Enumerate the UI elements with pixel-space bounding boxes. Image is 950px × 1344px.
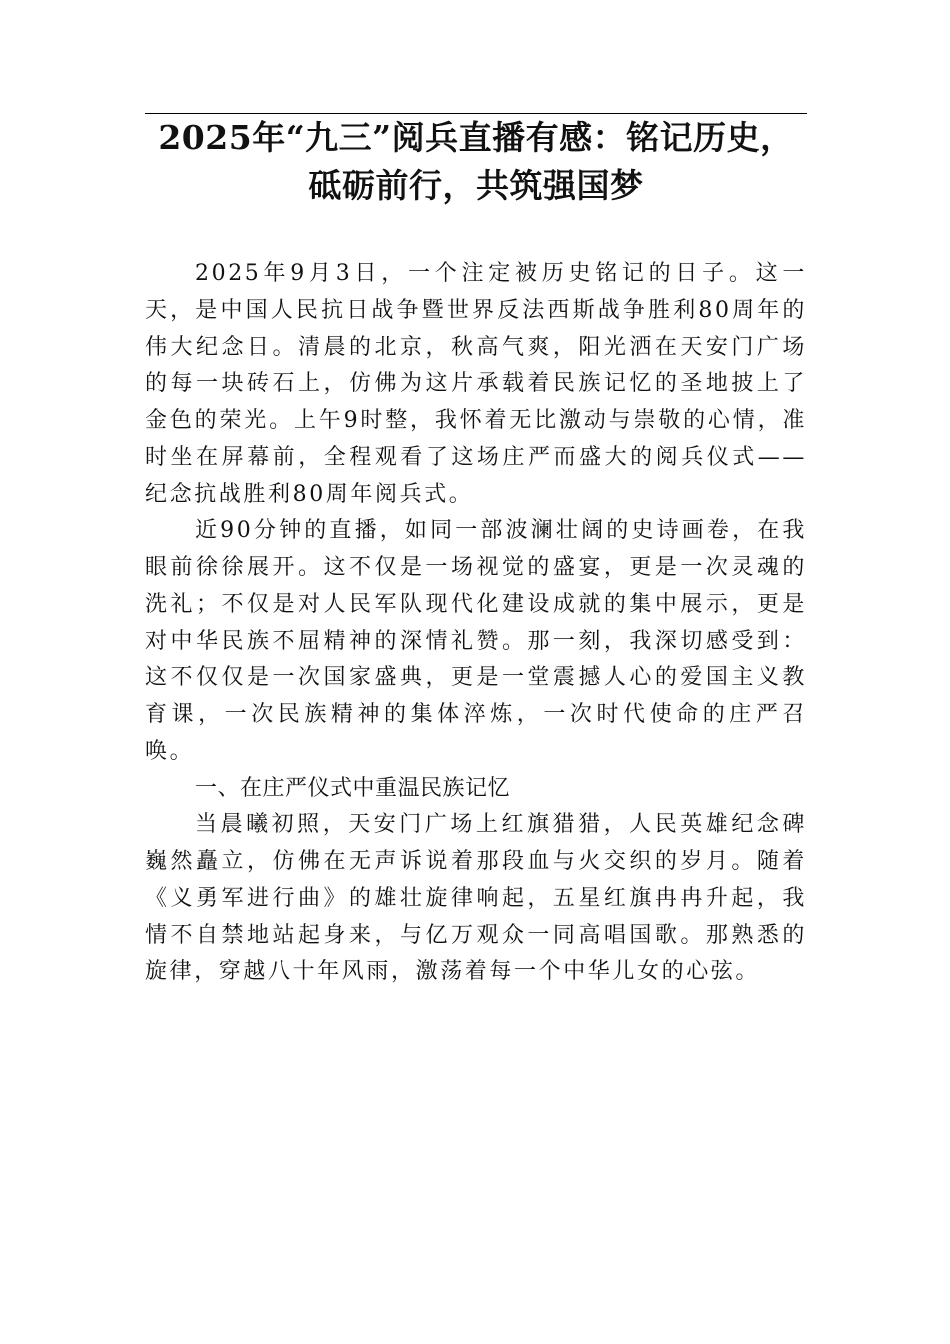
paragraph-1: 2025年9月3日，一个注定被历史铭记的日子。这一天，是中国人民抗日战争暨世界反法西斯战争胜利80周年的伟大纪念日。清晨的北京，秋高气爽，阳光洒在天安门广场的每一块砖石上，仿佛为这片承载着民族记忆的圣地披上了金色的荣光。上午9时整，我怀着无比激动与崇敬的心情，准时坐在屏幕前，全程观看了这场庄严而盛大的阅兵仪式——纪念抗战胜利80周年阅兵式。 [145, 261, 807, 507]
section-1-paragraph-1: 当晨曦初照，天安门广场上红旗猎猎，人民英雄纪念碑巍然矗立，仿佛在无声诉说着那段血与火交织的岁月。随着《义勇军进行曲》的雄壮旋律响起，五星红旗冉冉升起，我情不自禁地站起身来，与亿万观众一同高唱国歌。那熟悉的旋律，穿越八十年风雨，激荡着每一个中华儿女的心弦。 [145, 812, 807, 985]
paragraph-2: 近90分钟的直播，如同一部波澜壮阔的史诗画卷，在我眼前徐徐展开。这不仅是一场视觉的盛宴，更是一次灵魂的洗礼；不仅是对人民军队现代化建设成就的集中展示，更是对中华民族不屈精神的深情礼赞。那一刻，我深切感受到：这不仅仅是一次国家盛典，更是一堂震撼人心的爱国主义教育课，一次民族精神的集体淬炼，一次时代使命的庄严召唤。 [145, 518, 807, 764]
section-heading-1: 一、在庄严仪式中重温民族记忆 [195, 775, 511, 801]
document-body [145, 256, 807, 991]
document-page [145, 0, 807, 1344]
document-title: 2025年“九三”阅兵直播有感：铭记历史，砥砺前行，共筑强国梦 [158, 118, 794, 205]
